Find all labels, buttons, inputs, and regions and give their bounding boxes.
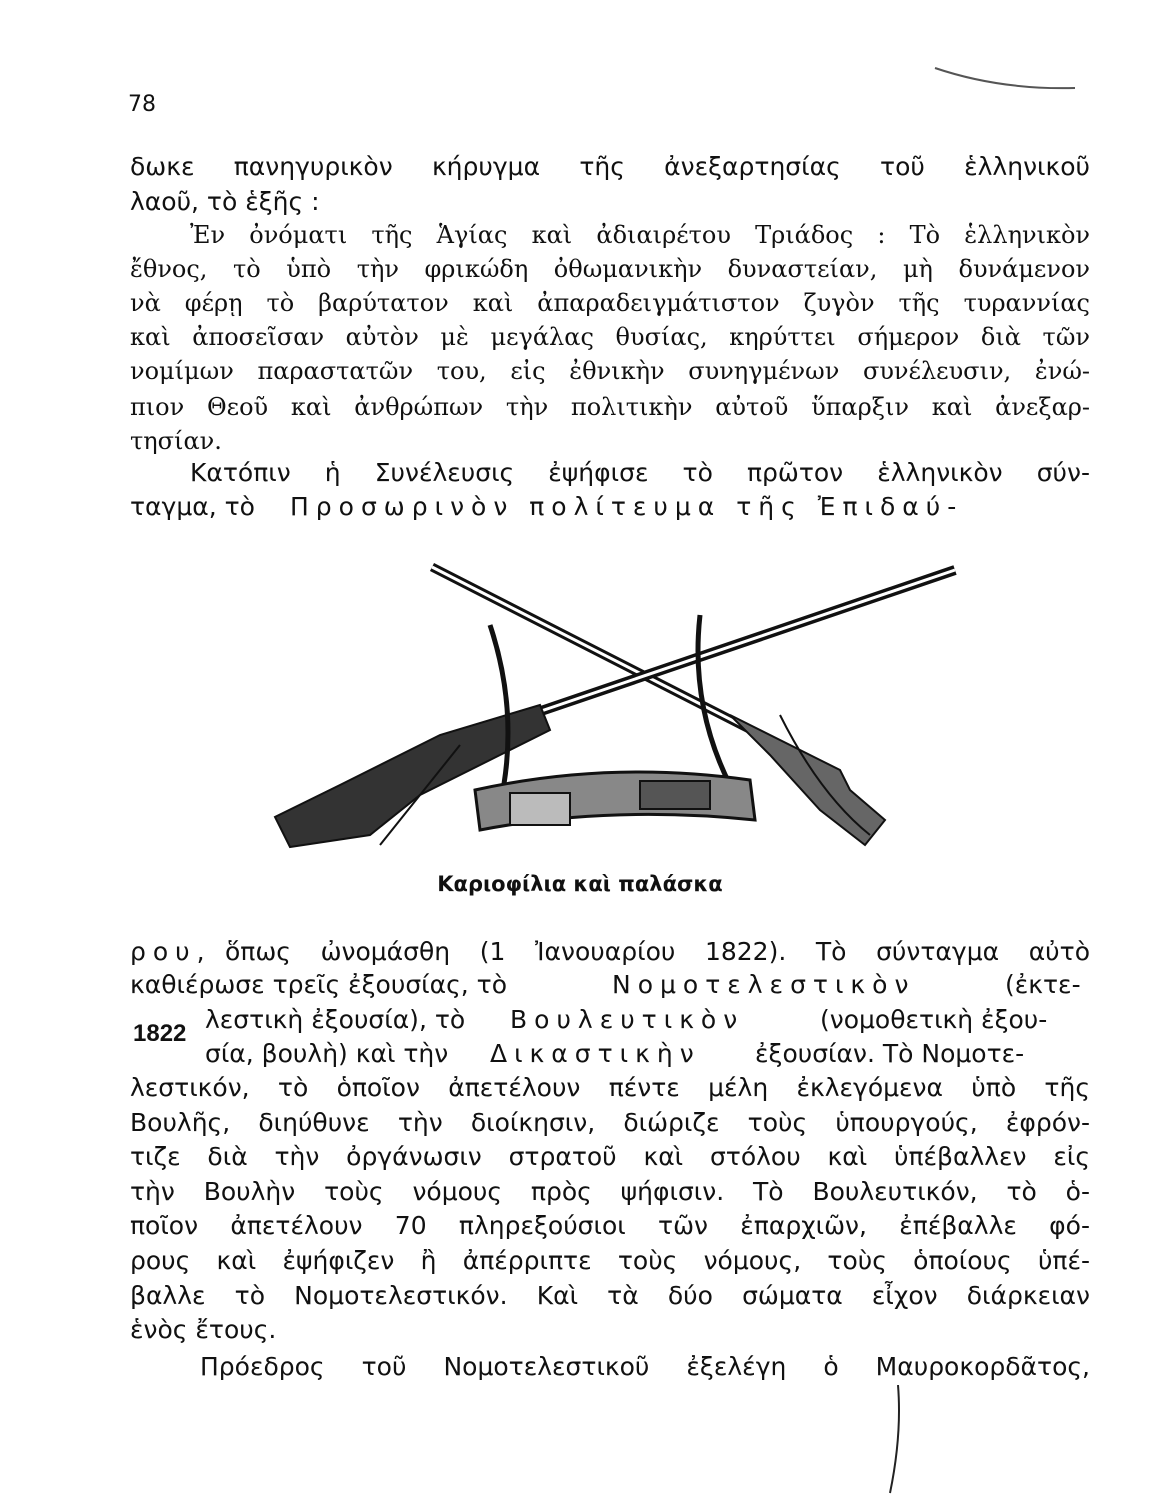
text-line: ρους καὶ ἐψήφιζεν ἢ ἀπέρριπτε τοὺς νόμους, τοὺς ὁποίους ὑπέ- [130, 1246, 1090, 1275]
text-line: ὅπως ὠνομάσθη (1 Ἰανουαρίου 1822). Τὸ σύνταγμα αὐτὸ [225, 937, 1090, 966]
text-line: σία, βουλὴ) καὶ τὴν [205, 1039, 449, 1068]
text-line: πιον Θεοῦ καὶ ἀνθρώπων τὴν πολιτικὴν αὐτοῦ ὕπαρξιν καὶ ἀνεξαρ- [130, 393, 1090, 421]
text-line-spaced: ρου, [130, 937, 212, 966]
text-line: Κατόπιν ἡ Συνέλευσις ἐψήφισε τὸ πρῶτον ἑλληνικὸν σύν- [190, 458, 1090, 487]
text-line: νομίμων παραστατῶν του, εἰς ἐθνικὴν συνηγμένων συνέλευσιν, ἐνώ- [130, 357, 1090, 385]
text-line: λεστικόν, τὸ ὁποῖον ἀπετέλουν πέντε μέλη ἐκλεγόμενα ὑπὸ τῆς [130, 1073, 1090, 1102]
text-line: βαλλε τὸ Νομοτελεστικόν. Καὶ τὰ δύο σώματα εἶχον διάρκειαν [130, 1281, 1090, 1310]
text-line: (νομοθετικὴ ἐξου- [820, 1005, 1048, 1034]
text-line: νὰ φέρῃ τὸ βαρύτατον καὶ ἀπαραδειγμάτιστον ζυγὸν τῆς τυραννίας [130, 289, 1090, 317]
text-line: Ἐν ὀνόματι τῆς Ἁγίας καὶ ἀδιαιρέτου Τριάδος : Τὸ ἑλληνικὸν [190, 221, 1090, 249]
text-line: λεστικὴ ἐξουσία), τὸ [205, 1005, 466, 1034]
text-line: τὴν Βουλὴν τοὺς νόμους πρὸς ψήφισιν. Τὸ Βουλευτικόν, τὸ ὁ- [130, 1177, 1090, 1206]
rifles-and-cartridge-belt-icon [260, 555, 980, 865]
text-line-spaced: Βουλευτικὸν [510, 1005, 745, 1034]
text-line: ἐξουσίαν. Τὸ Νομοτε- [755, 1039, 1025, 1068]
text-line: ποῖον ἀπετέλουν 70 πληρεξούσιοι τῶν ἐπαρχιῶν, ἐπέβαλλε φό- [130, 1211, 1090, 1240]
text-line: (ἐκτε- [1005, 970, 1081, 999]
text-line: καὶ ἀποσεῖσαν αὐτὸν μὲ μεγάλας θυσίας, κηρύττει σήμερον διὰ τῶν [130, 323, 1090, 351]
text-line: καθιέρωσε τρεῖς ἐξουσίας, τὸ [130, 970, 508, 999]
text-line-spaced: Δικαστικὴν [490, 1039, 701, 1068]
text-line: ταγμα, τὸ [130, 492, 255, 521]
margin-year-note: 1822 [133, 1020, 187, 1047]
text-line: Βουλῆς, διηύθυνε τὴν διοίκησιν, διώριζε τοὺς ὑπουργούς, ἐφρόν- [130, 1108, 1090, 1137]
scan-corner-mark-icon [930, 60, 1080, 100]
text-line: Πρόεδρος τοῦ Νομοτελεστικοῦ ἐξελέγη ὁ Μαυροκορδᾶτος, [200, 1352, 1090, 1381]
text-line: ἔθνος, τὸ ὑπὸ τὴν φρικώδη ὀθωμανικὴν δυναστείαν, μὴ δυνάμενον [130, 255, 1090, 283]
text-line: τιζε διὰ τὴν ὀργάνωσιν στρατοῦ καὶ στόλου καὶ ὑπέβαλλεν εἰς [130, 1142, 1090, 1171]
page-number: 78 [128, 92, 156, 117]
text-line: λαοῦ, τὸ ἑξῆς : [130, 187, 320, 216]
figure-caption: Καριοφίλια καὶ παλάσκα [437, 872, 723, 896]
text-line: δωκε πανηγυρικὸν κήρυγμα τῆς ἀνεξαρτησίας τοῦ ἑλληνικοῦ [130, 152, 1090, 181]
text-line: ἑνὸς ἔτους. [130, 1315, 277, 1344]
text-line-spaced: Νομοτελεστικὸν [612, 970, 916, 999]
text-line-spaced: Προσωρινὸν πολίτευμα τῆς Ἐπιδαύ- [290, 492, 964, 521]
text-line: τησίαν. [130, 427, 222, 455]
scan-pencil-mark-icon [880, 1385, 910, 1495]
